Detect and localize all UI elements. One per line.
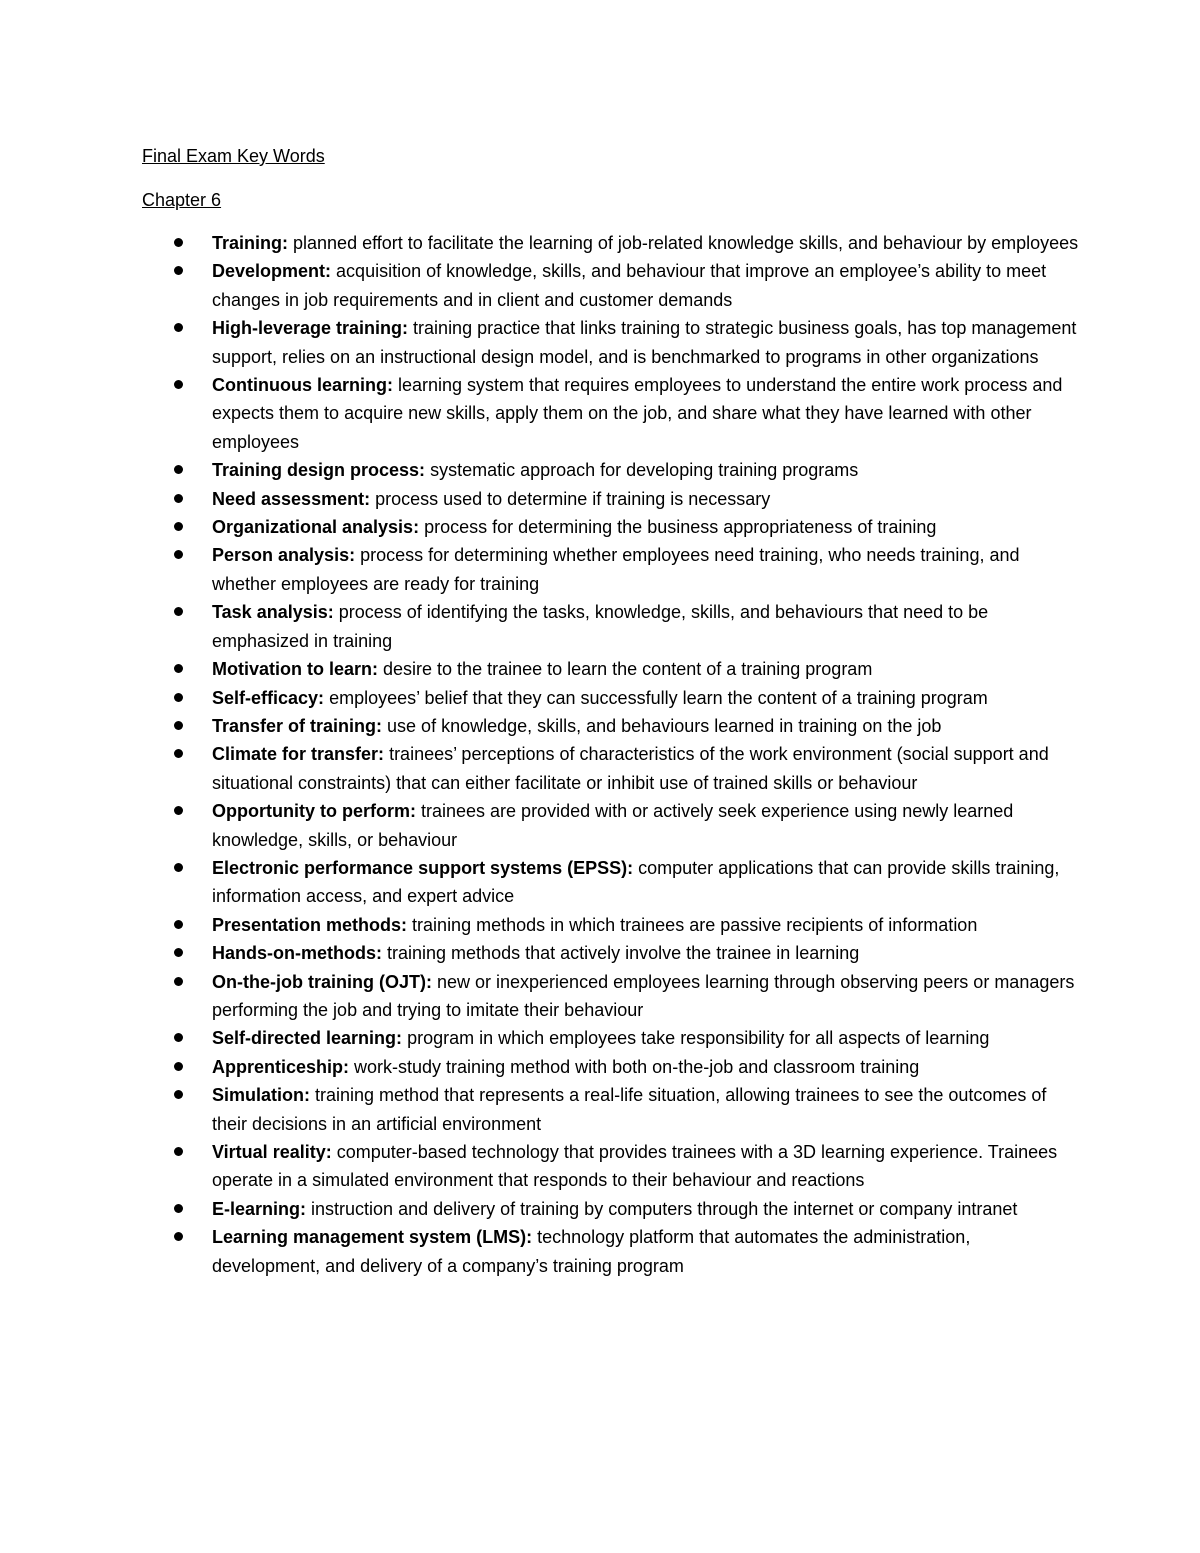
list-item bbox=[0, 1195, 1200, 1223]
term-label: E-learning: bbox=[212, 1198, 307, 1219]
term-definition: process for determining the business appropriateness of training bbox=[424, 517, 937, 538]
list-item bbox=[0, 684, 1200, 712]
bullet-icon bbox=[174, 1147, 183, 1156]
bullet-icon bbox=[174, 1033, 183, 1042]
term-label: Task analysis: bbox=[212, 602, 334, 623]
list-item bbox=[0, 911, 1200, 939]
term-label: Opportunity to perform: bbox=[212, 801, 416, 822]
term-label: Self-efficacy: bbox=[212, 687, 325, 708]
term-definition: trainees’ perceptions of characteristics of the work environment (social support and situational constraints) that can either facilitate or inhibit use of trained skills or behaviour bbox=[212, 744, 1049, 793]
bullet-icon bbox=[174, 266, 183, 275]
bullet-icon bbox=[174, 693, 183, 702]
term-label: Virtual reality: bbox=[212, 1142, 332, 1162]
bullet-icon bbox=[174, 1062, 183, 1071]
term-label: Need assessment: bbox=[212, 488, 371, 509]
list-item bbox=[0, 541, 1200, 598]
term-definition: systematic approach for developing training programs bbox=[430, 460, 859, 481]
term-label: Electronic performance support systems (EPSS): bbox=[212, 857, 634, 878]
bullet-icon bbox=[174, 1232, 183, 1241]
bullet-icon bbox=[174, 522, 183, 531]
list-item bbox=[0, 740, 1200, 797]
list-item bbox=[0, 1024, 1200, 1052]
term-definition: desire to the trainee to learn the content of a training program bbox=[383, 659, 873, 680]
bullet-icon bbox=[174, 550, 183, 559]
list-item bbox=[0, 655, 1200, 683]
bullet-icon bbox=[174, 806, 183, 815]
term-label: Learning management system (LMS): bbox=[212, 1227, 533, 1248]
bullet-icon bbox=[174, 749, 183, 758]
list-item bbox=[0, 598, 1200, 655]
list-item bbox=[0, 257, 1200, 314]
bullet-icon bbox=[174, 465, 183, 474]
term-definition: process of identifying the tasks, knowledge, skills, and behaviours that need to be emphasized in training bbox=[212, 602, 989, 651]
term-definition: new or inexperienced employees learning through observing peers or managers performing the job and trying to imitate their behaviour bbox=[212, 971, 1075, 1020]
bullet-icon bbox=[174, 977, 183, 986]
term-definition: use of knowledge, skills, and behaviours learned in training on the job bbox=[387, 715, 942, 736]
document-title: Final Exam Key Words bbox=[142, 146, 325, 166]
term-label: Hands-on-methods: bbox=[212, 943, 382, 964]
list-item bbox=[0, 968, 1200, 1025]
term-label: Organizational analysis: bbox=[212, 517, 420, 538]
bullet-icon bbox=[174, 323, 183, 332]
list-item bbox=[0, 797, 1200, 854]
bullet-icon bbox=[174, 494, 183, 503]
bullet-icon bbox=[174, 920, 183, 929]
term-definition: computer applications that can provide skills training, information access, and expert advice bbox=[212, 857, 1060, 907]
list-item bbox=[0, 1081, 1200, 1138]
bullet-icon bbox=[174, 238, 183, 247]
term-definition: trainees are provided with or actively seek experience using newly learned knowledge, skills, or behaviour bbox=[212, 801, 1014, 850]
term-label: On-the-job training (OJT): bbox=[212, 971, 432, 992]
bullet-icon bbox=[174, 721, 183, 730]
term-definition: training practice that links training to strategic business goals, has top management support, relies on an instructional design model, and is benchmarked to programs in other organizations bbox=[212, 318, 1077, 367]
term-label: Training design process: bbox=[212, 460, 426, 481]
term-label: High-leverage training: bbox=[212, 318, 409, 339]
bullet-icon bbox=[174, 948, 183, 957]
term-label: Motivation to learn: bbox=[212, 659, 378, 680]
bullet-icon bbox=[174, 1204, 183, 1213]
list-item bbox=[0, 854, 1200, 911]
term-definition: work-study training method with both on-the-job and classroom training bbox=[354, 1056, 920, 1077]
term-definition: planned effort to facilitate the learning of job-related knowledge skills, and behaviour by employees bbox=[293, 233, 1079, 253]
term-label: Training: bbox=[212, 233, 288, 253]
list-item bbox=[0, 513, 1200, 541]
list-item bbox=[0, 371, 1200, 456]
list-item bbox=[0, 1053, 1200, 1081]
term-label: Self-directed learning: bbox=[212, 1028, 403, 1049]
list-item bbox=[0, 939, 1200, 967]
list-item bbox=[0, 229, 1200, 257]
term-label: Transfer of training: bbox=[212, 715, 383, 736]
term-definition: process for determining whether employees need training, who needs training, and whether employees are ready for training bbox=[212, 545, 1020, 594]
list-item bbox=[0, 1138, 1200, 1195]
term-definition: instruction and delivery of training by computers through the internet or company intranet bbox=[311, 1198, 1018, 1219]
term-definition: process used to determine if training is necessary bbox=[375, 488, 771, 509]
chapter-heading: Chapter 6 bbox=[142, 190, 222, 210]
term-label: Simulation: bbox=[212, 1085, 310, 1106]
list-item bbox=[0, 712, 1200, 740]
term-label: Person analysis: bbox=[212, 545, 356, 566]
term-definition: program in which employees take responsibility for all aspects of learning bbox=[407, 1028, 990, 1049]
term-definition: computer-based technology that provides trainees with a 3D learning experience. Trainees operate in a simulated environment that responds to their behaviour and reactions bbox=[212, 1142, 1058, 1191]
list-item bbox=[0, 314, 1200, 371]
term-label: Apprenticeship: bbox=[212, 1056, 350, 1077]
term-label: Development: bbox=[212, 261, 332, 282]
bullet-icon bbox=[174, 1090, 183, 1099]
term-label: Climate for transfer: bbox=[212, 744, 385, 765]
bullet-icon bbox=[174, 863, 183, 872]
term-definition: training method that represents a real-life situation, allowing trainees to see the outcomes of their decisions in an artificial environment bbox=[212, 1085, 1047, 1134]
bullet-icon bbox=[174, 380, 183, 389]
term-definition: technology platform that automates the administration, development, and delivery of a company’s training program bbox=[212, 1227, 971, 1276]
term-definition: learning system that requires employees to understand the entire work process and expects them to acquire new skills, apply them on the job, and share what they have learned with other employees bbox=[212, 375, 1063, 452]
list-item bbox=[0, 456, 1200, 484]
term-definition: training methods that actively involve the trainee in learning bbox=[387, 943, 860, 964]
list-item bbox=[0, 1223, 1200, 1280]
list-item bbox=[0, 485, 1200, 513]
bullet-icon bbox=[174, 607, 183, 616]
term-definition: training methods in which trainees are passive recipients of information bbox=[412, 914, 978, 935]
key-terms-list bbox=[0, 229, 1200, 1280]
term-definition: employees’ belief that they can successfully learn the content of a training program bbox=[329, 687, 988, 708]
bullet-icon bbox=[174, 664, 183, 673]
term-label: Continuous learning: bbox=[212, 375, 393, 396]
term-definition: acquisition of knowledge, skills, and behaviour that improve an employee’s ability to meet changes in job requirements and in client and customer demands bbox=[212, 261, 1047, 310]
term-label: Presentation methods: bbox=[212, 914, 408, 935]
